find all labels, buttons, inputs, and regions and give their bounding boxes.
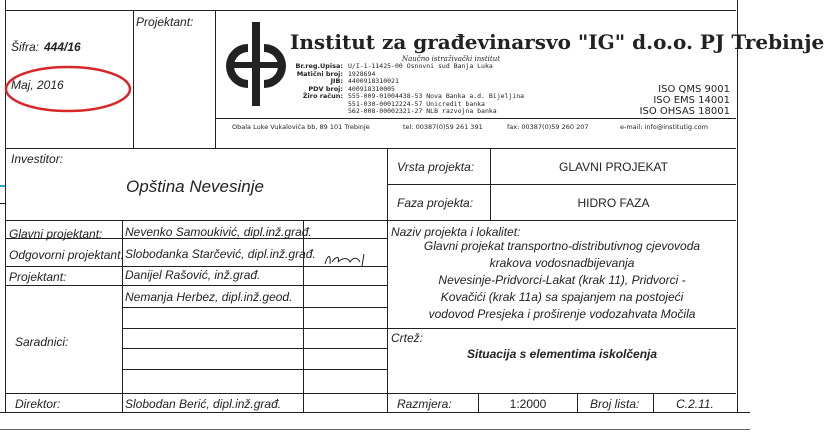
company-subtitle: Naučno istraživački institut [402, 55, 501, 63]
razmjera-value: 1:2000 [509, 397, 547, 411]
people-name-0: Nevenko Samoukivić, dipl.inž.građ. [125, 225, 312, 239]
bottom-rule [0, 412, 750, 413]
company-address: Obala Luke Vukalovića bb, 89 101 Trebinje [232, 123, 370, 131]
investor-value: Opština Nevesinje [126, 177, 264, 196]
company-field-labels: Br.reg.Upisa: Matični broj: JIB: PDV broj: Žiro račun: [295, 62, 343, 100]
razmjera-label: Razmjera: [397, 397, 452, 411]
saradnici-label: Saradnici: [15, 335, 69, 349]
broj-lista-value: C.2.11. [676, 397, 714, 411]
company-tel: tel: 00387(0)59 261 391 [403, 123, 483, 131]
direktor-label: Direktor: [15, 397, 61, 411]
direktor-name: Slobodan Berić, dipl.inž.građ. [125, 397, 282, 411]
people-role-0: Glavni projektant: [9, 227, 103, 241]
broj-lista-label: Broj lista: [590, 397, 640, 411]
company-field-values: U/I-1-11425-00 Osnovni sud Banja Luka 1928694 4400918310021 400918310005 555-009-01004438-53 Nova Banka a.d. Bijeljina 551-030-00012224-57 Unicredit banka 562-008-00002321-27 NLB razvojna banka [348, 62, 525, 115]
crtez-value: Situacija s elementima iskolčenja [466, 347, 658, 361]
date: Maj, 2016 [11, 78, 64, 92]
company-email: e-mail: info@institutig.com [620, 123, 708, 131]
iso-certifications: ISO QMS 9001 ISO EMS 14001 ISO OHSAS 18001 [639, 84, 730, 117]
saradnik-name-0: Nemanja Herbez, dipl.inž.geod. [125, 290, 293, 304]
project-name-lines: Glavni projekat transportno-distributivnog cjevovoda krakova vodosnadbijevanja Nevesinje-Pridvorci-Lakat (krak 11), Pridvorci - Kovačići (krak 11a) sa spajanjem na postojeći vodovod Presjeka i proširenje vodozahvata Močila [423, 239, 701, 321]
project-name-label: Naziv projekta i lokalitet: [391, 225, 521, 239]
company-logo-icon [228, 22, 284, 106]
investor-label: Investitor: [11, 152, 64, 166]
project-type-label: Vrsta projekta: [397, 160, 475, 174]
project-phase-label: Faza projekta: [397, 196, 474, 210]
sifra-label: Šifra: [11, 40, 40, 54]
company-name: Institut za građevinarsvo "IG" d.o.o. PJ Trebinje [290, 30, 824, 54]
people-role-1: Odgovorni projektant: [9, 248, 124, 262]
company-fax: fax: 00387(0)59 260 207 [507, 123, 589, 131]
left-tick [0, 203, 5, 204]
projektant-label: Projektant: [136, 15, 194, 29]
outer-rule [0, 429, 750, 430]
project-phase-value: HIDRO FAZA [577, 196, 650, 210]
highlight-circle [3, 64, 133, 114]
signature [322, 250, 372, 270]
people-name-2: Danijel Rašović, inž.građ. [125, 268, 261, 282]
people-name-1: Slobodanka Starčević, dipl.inž.građ. [125, 247, 316, 261]
people-role-2: Projektant: [9, 270, 67, 284]
crtez-label: Crtež: [391, 331, 424, 345]
project-type-value: GLAVNI PROJEKAT [559, 160, 668, 174]
sifra-value: 444/16 [44, 40, 81, 54]
